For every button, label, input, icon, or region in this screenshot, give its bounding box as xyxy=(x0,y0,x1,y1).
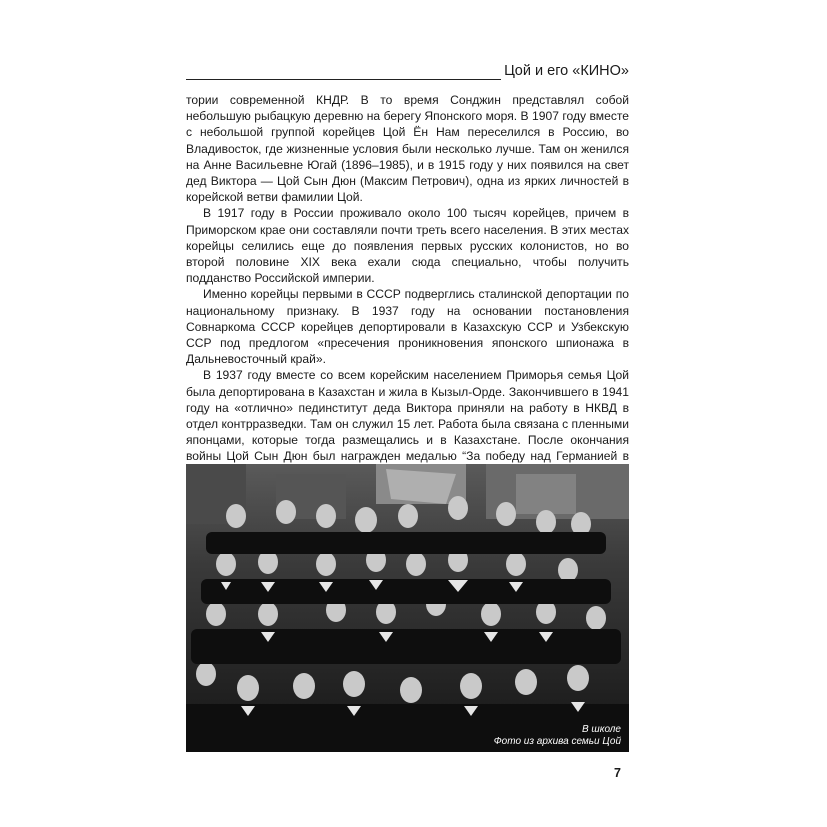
header-rule xyxy=(186,79,501,80)
photo-illustration xyxy=(186,464,629,752)
paragraph-3: Именно корейцы первыми в СССР подверглись сталинской депортации по национальному признаку. В 1937 году на основании постановления Совнаркома СССР корейцев депортировали в Казахскую ССР и Узбекскую ССР под предлогом «пресечения проникновения японского шпионажа в Дальневосточный край». xyxy=(186,287,629,367)
paragraph-4: В 1937 году вместе со всем корейским населением Приморья семья Цой была депортирована в Казахстан и жила в Кызыл-Орде. Закончившего в 1941 году на «отлично» пединститут деда Виктора приняли на работу в НКВД в отдел контрразведки. Там он служил 15 лет. Работа была связана с пленными японцами, которые тогда размещались и в Казахстане. После окончания войны Цой Сын Дюн был награжден медалью “За победу над Германией в xyxy=(186,368,629,464)
book-title: Цой и его «КИНО» xyxy=(504,63,629,79)
running-head xyxy=(186,62,629,84)
caption-line-2: Фото из архива семьи Цой xyxy=(493,736,621,747)
school-class-photo xyxy=(186,464,629,752)
caption-line-1: В школе xyxy=(581,724,621,735)
page-number: 7 xyxy=(614,766,621,780)
paragraph-1: тории современной КНДР. В то время Сонджин представлял собой небольшую рыбацкую деревню на берегу Японского моря. В 1907 году вместе с небольшой группой корейцев Цой Ён Нам переселился в Россию, во Владивосток, где жизненные условия были несколько лучше. Там он женился на Анне Васильевне Югай (1896–1985), и в 1915 году у них появился на свет дед Виктора — Цой Сын Дюн (Максим Петрович), одна из ярких личностей в корейской ветви фамилии Цой. xyxy=(186,93,629,205)
photo-caption xyxy=(494,724,621,748)
paragraph-2: В 1917 году в России проживало около 100 тысяч корейцев, причем в Приморском крае они составляли почти треть всего населения. В этих местах корейцы селились еще до появления первых русских колонистов, но во второй половине XIX века ехали сюда специально, чтобы получить подданство Российской империи. xyxy=(186,206,629,286)
